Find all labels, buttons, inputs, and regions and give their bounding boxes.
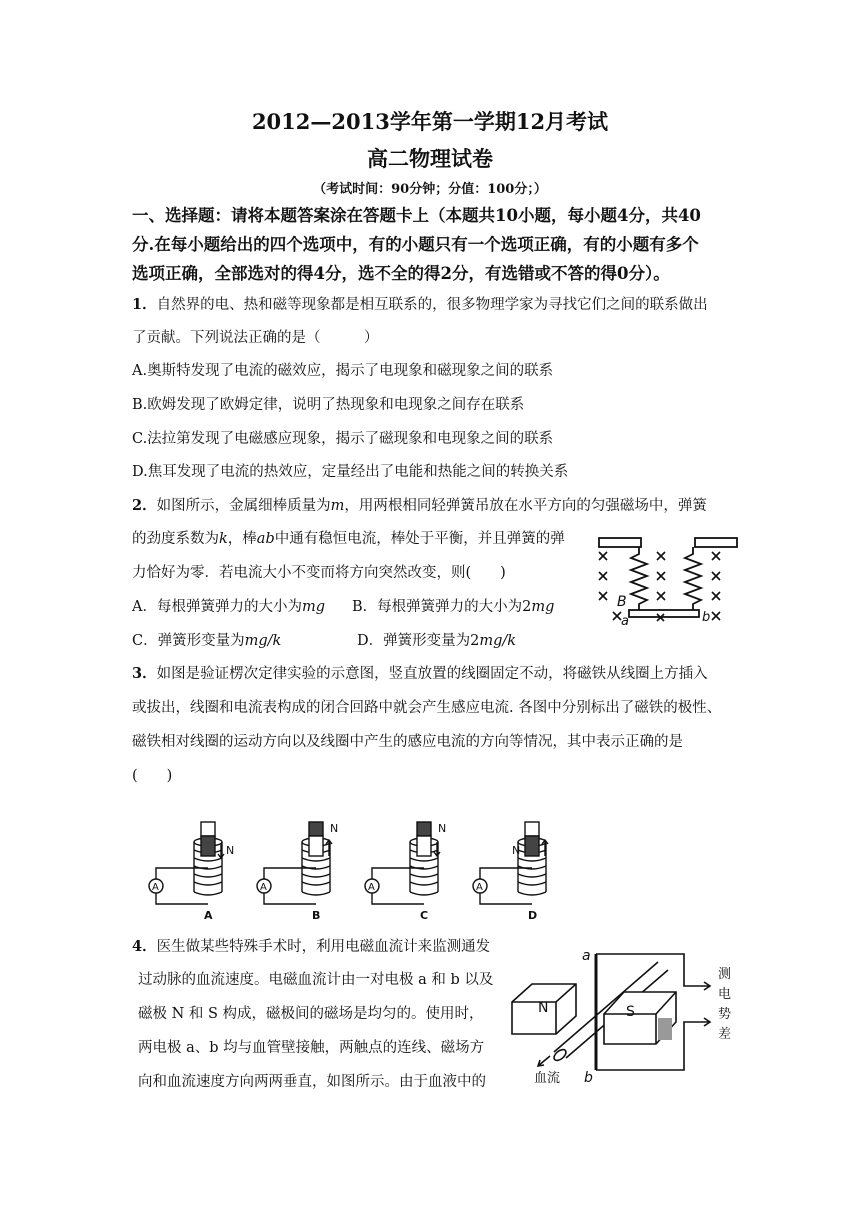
exam-subtitle: 高二物理试卷 (367, 146, 493, 171)
svg-text:N: N (512, 844, 521, 857)
q2-stem-line-3: 力恰好为零．若电流大小不变而将方向突然改变，则( ) (132, 565, 506, 581)
q3-magnet-c (417, 822, 431, 836)
q2-stem-line-1: 2．如图所示，金属细棒质量为m，用两根相同轻弹簧吊放在水平方向的匀强磁场中，弹簧 (132, 497, 707, 514)
q3-magnet-a (201, 822, 215, 836)
q2-rod-end-b: b (702, 610, 711, 625)
q4-pole-s: S (626, 1004, 635, 1020)
q4-measure-1: 测 (718, 967, 732, 982)
q3-panel-d (473, 822, 548, 922)
q2-left-spring (631, 547, 647, 610)
exam-title: 2012—2013学年第一学期12月考试 (251, 109, 609, 134)
svg-text:N: N (226, 844, 235, 857)
q1-option-a: A.奥斯特发现了电流的磁效应，揭示了电现象和磁现象之间的联系 (132, 363, 554, 379)
q4-measure-3: 势 (718, 1007, 732, 1022)
q3-panel-a (149, 822, 234, 922)
q2-option-d: D．弹簧形变量为2mg/k (357, 633, 517, 649)
exam-info: （考试时间：90分钟；分值：100分；） (313, 182, 547, 197)
q1-option-d: D.焦耳发现了电流的热效应，定量经出了电能和热能之间的转换关系 (132, 464, 569, 480)
q3-stem-line-4: ( ) (132, 768, 173, 784)
q2-rod-end-a: a (621, 614, 629, 629)
svg-text:A: A (476, 882, 483, 893)
q3-label-d: D (528, 909, 538, 922)
section-instruction-line-1: 一、选择题：请将本题答案涂在答题卡上（本题共10小题，每小题4分，共40 (132, 206, 701, 225)
svg-text:A: A (152, 882, 159, 893)
q3-arrow-up-icon (326, 840, 332, 856)
q3-panel-c (365, 822, 446, 922)
svg-text:N: N (330, 822, 339, 835)
q2-option-b: B．每根弹簧弹力的大小为2mg (352, 599, 555, 615)
q3-label-c: C (420, 909, 429, 922)
q2-right-spring (685, 547, 701, 610)
section-instruction-line-2: 分.在每小题给出的四个选项中，有的小题只有一个选项正确，有的小题有多个 (132, 235, 699, 254)
q3-stem-line-1: 3．如图是验证楞次定律实验的示意图，竖直放置的线圈固定不动，将磁铁从线圈上方插入 (132, 665, 708, 682)
svg-text:A: A (260, 882, 267, 893)
q3-figure-row (138, 818, 558, 923)
q1-stem-line-1: 1．自然界的电、热和磁等现象都是相互联系的，很多物理学家为寻找它们之间的联系做出 (132, 296, 708, 313)
q2-right-support (695, 538, 737, 547)
q3-panel-b (257, 822, 338, 922)
q4-stem-line-4: 两电极 a、b 均与血管壁接触，两触点的连线、磁场方 (138, 1040, 485, 1056)
q3-stem-line-2: 或拔出，线圈和电流表构成的闭合回路中就会产生感应电流. 各图中分别标出了磁铁的极性、 (132, 700, 722, 716)
q4-stem-line-3: 磁极 N 和 S 构成，磁极间的磁场是均匀的。使用时， (138, 1006, 484, 1022)
q3-stem-line-3: 磁铁相对线圈的运动方向以及线圈中产生的感应电流的方向等情况，其中表示正确的是 (132, 734, 683, 750)
q2-option-a: A．每根弹簧弹力的大小为mg (132, 599, 326, 615)
q4-stem-line-2: 过动脉的血流速度。电磁血流计由一对电极 a 和 b 以及 (138, 972, 494, 988)
q1-option-b: B.欧姆发现了欧姆定律，说明了热现象和电现象之间存在联系 (132, 397, 525, 413)
q4-pole-n: N (538, 1000, 549, 1016)
q2-spring-figure (595, 536, 740, 631)
svg-text:A: A (368, 882, 375, 893)
q3-label-a: A (204, 909, 213, 922)
q4-flow-arrow-icon (538, 1056, 550, 1066)
svg-text:N: N (438, 822, 447, 835)
q2-metal-rod (629, 610, 699, 617)
q2-stem-line-2: 的劲度系数为k，棒ab中通有稳恒电流，棒处于平衡，并且弹簧的弹 (132, 531, 565, 547)
q2-field-label: B (617, 594, 627, 610)
q1-stem-line-2: 了贡献。下列说法正确的是（ ） (132, 330, 379, 346)
q3-magnet-b (309, 822, 323, 836)
q4-electrode-a: a (582, 948, 591, 964)
q3-magnet-d (525, 822, 539, 836)
q4-flowmeter-figure (508, 944, 748, 1084)
section-instruction-line-3: 选项正确，全部选对的得4分，选不全的得2分，有选错或不答的得0分）。 (132, 264, 670, 283)
q2-left-support (599, 538, 641, 547)
q4-flow-label: 血流 (534, 1071, 561, 1086)
q4-measure-4: 差 (718, 1027, 732, 1042)
q4-electrode-b: b (584, 1070, 593, 1086)
q4-stem-line-1: 4．医生做某些特殊手术时，利用电磁血流计来监测通发 (132, 938, 491, 955)
q3-label-b: B (312, 909, 321, 922)
q4-stem-line-5: 向和血流速度方向两两垂直，如图所示。由于血液中的 (138, 1074, 486, 1090)
q2-option-c: C．弹簧形变量为mg/k (132, 633, 282, 649)
q1-option-c: C.法拉第发现了电磁感应现象，揭示了磁现象和电现象之间的联系 (132, 431, 554, 447)
q3-arrow-up-icon (542, 840, 548, 856)
q4-measure-2: 电 (718, 987, 732, 1002)
